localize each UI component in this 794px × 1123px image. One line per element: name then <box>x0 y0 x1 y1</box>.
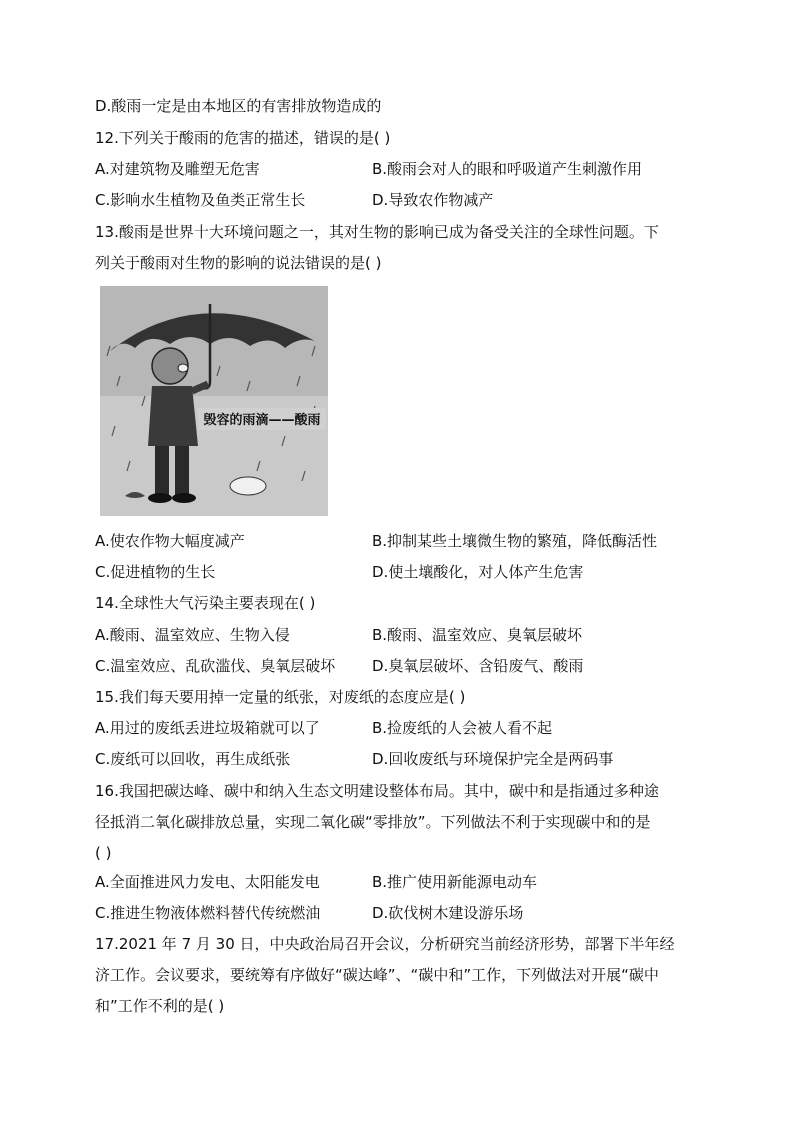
q13-option-d: D.使土壤酸化，对人体产生危害 <box>372 563 584 581</box>
dead-animal <box>230 477 266 495</box>
q14-option-d: D.臭氧层破坏、含铅废气、酸雨 <box>372 657 584 675</box>
q16-stem-line3: ( ) <box>95 844 112 862</box>
person-coat <box>148 386 198 446</box>
acid-rain-cartoon <box>100 286 328 516</box>
q14-option-a: A.酸雨、温室效应、生物入侵 <box>95 626 290 644</box>
q14-stem: 14.全球性大气污染主要表现在( ) <box>95 594 316 612</box>
q15-option-a: A.用过的废纸丢进垃圾箱就可以了 <box>95 719 320 737</box>
acid-rain-illustration <box>100 286 328 516</box>
q15-option-c: C.废纸可以回收，再生成纸张 <box>95 750 291 768</box>
q16-stem-line1: 16.我国把碳达峰、碳中和纳入生态文明建设整体布局。其中，碳中和是指通过多种途 <box>95 782 659 800</box>
q13-option-b: B.抑制某些土壤微生物的繁殖，降低酶活性 <box>372 532 658 550</box>
figure-caption: 毁容的雨滴——酸雨 <box>203 413 321 428</box>
q14-option-c: C.温室效应、乱砍滥伐、臭氧层破坏 <box>95 657 336 675</box>
q13-stem-line2: 列关于酸雨对生物的影响的说法错误的是( ) <box>95 254 382 272</box>
q16-option-a: A.全面推进风力发电、太阳能发电 <box>95 873 320 891</box>
q13-stem-line1: 13.酸雨是世界十大环境问题之一，其对生物的影响已成为备受关注的全球性问题。下 <box>95 223 659 241</box>
q11-option-d: D.酸雨一定是由本地区的有害排放物造成的 <box>95 97 382 115</box>
q12-option-d: D.导致农作物减产 <box>372 191 494 209</box>
q16-option-b: B.推广使用新能源电动车 <box>372 873 538 891</box>
q17-stem-line1: 17.2021 年 7 月 30 日，中央政治局召开会议，分析研究当前经济形势，部署下半年经 <box>95 935 675 953</box>
q12-option-a: A.对建筑物及雕塑无危害 <box>95 160 260 178</box>
q15-option-d: D.回收废纸与环境保护完全是两码事 <box>372 750 614 768</box>
q12-stem: 12.下列关于酸雨的危害的描述，错误的是( ) <box>95 129 391 147</box>
q17-stem-line3: 和”工作不利的是( ) <box>95 997 225 1015</box>
q13-option-a: A.使农作物大幅度减产 <box>95 532 245 550</box>
q15-stem: 15.我们每天要用掉一定量的纸张，对废纸的态度应是( ) <box>95 688 466 706</box>
q15-option-b: B.捡废纸的人会被人看不起 <box>372 719 553 737</box>
q12-option-b: B.酸雨会对人的眼和呼吸道产生刺激作用 <box>372 160 643 178</box>
q17-stem-line2: 济工作。会议要求，要统筹有序做好“碳达峰”、“碳中和”工作，下列做法对开展“碳中 <box>95 966 659 984</box>
q16-option-d: D.砍伐树木建设游乐场 <box>372 904 524 922</box>
q14-option-b: B.酸雨、温室效应、臭氧层破坏 <box>372 626 583 644</box>
q13-option-c: C.促进植物的生长 <box>95 563 216 581</box>
q16-option-c: C.推进生物液体燃料替代传统燃油 <box>95 904 321 922</box>
q12-option-c: C.影响水生植物及鱼类正常生长 <box>95 191 306 209</box>
q16-stem-line2: 径抵消二氧化碳排放总量，实现二氧化碳“零排放”。下列做法不利于实现碳中和的是 <box>95 813 651 831</box>
